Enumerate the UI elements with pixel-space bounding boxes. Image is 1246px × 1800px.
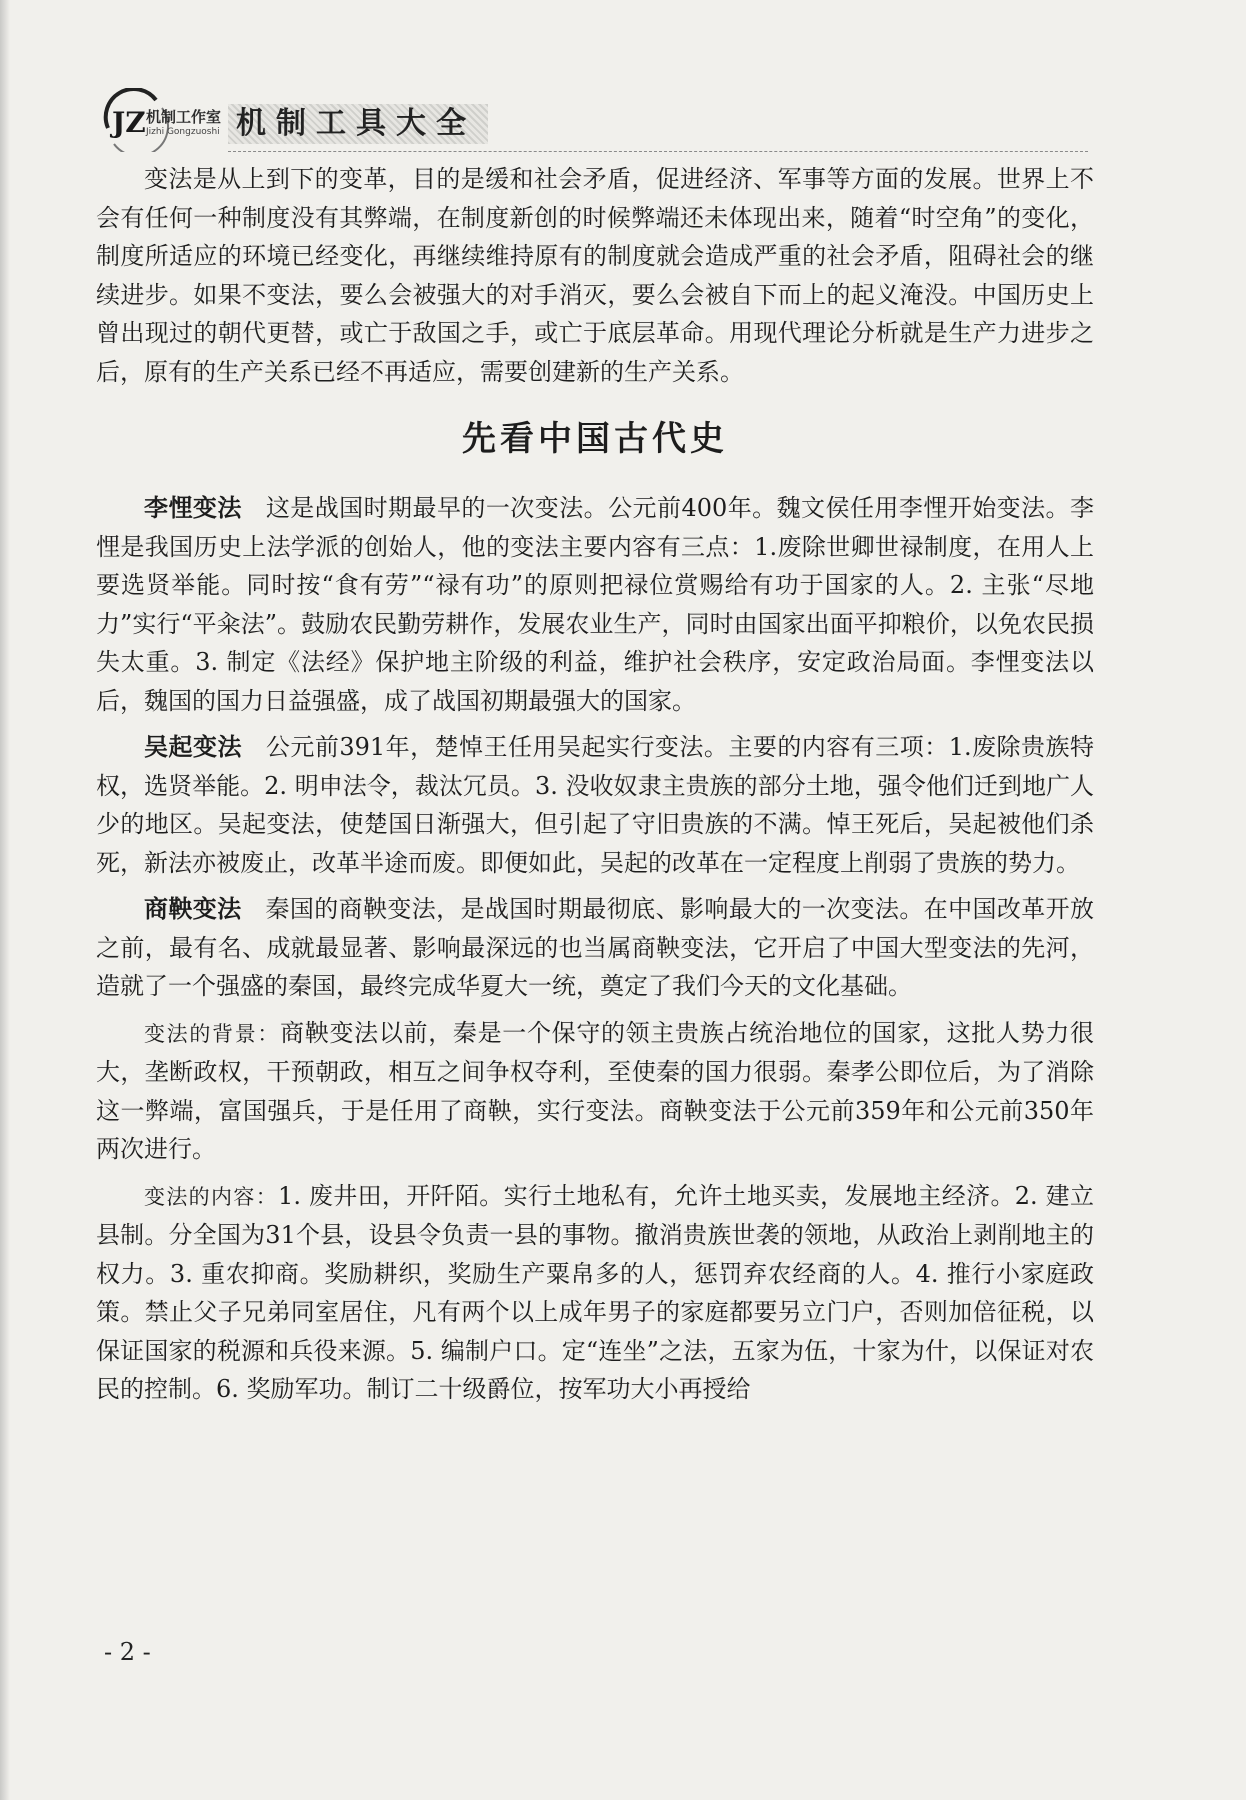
logo-subtitle: Jizhi Gongzuoshi xyxy=(146,127,220,137)
li-kui-text: 这是战国时期最早的一次变法。公元前400年。魏文侯任用李悝开始变法。李悝是我国历史上法学派的创始人，他的变法主要内容有三点：1.废除世卿世禄制度，在用人上要选贤举能。同时按“食有劳”“禄有功”的原则把禄位赏赐给有功于国家的人。2. 主张“尽地力”实行“平籴法”。鼓励农民勤劳耕作，发展农业生产，同时由国家出面平抑粮价，以免农民损失太重。3. 制定《法经》保护地主阶级的利益，维护社会秩序，安定政治局面。李悝变法以后，魏国的国力日益强盛，成了战国初期最强大的国家。 xyxy=(96,494,1095,715)
li-kui-term: 李悝变法 xyxy=(144,494,242,522)
content-label: 变法的内容： xyxy=(144,1184,279,1209)
wu-qi-paragraph xyxy=(96,728,1094,882)
section-heading: 先看中国古代史 xyxy=(462,419,728,459)
shang-yang-text: 秦国的商鞅变法，是战国时期最彻底、影响最大的一次变法。在中国改革开放之前，最有名、成就最显著、影响最深远的也当属商鞅变法，它开启了中国大型变法的先河，造就了一个强盛的秦国，最终完成华夏大一统，奠定了我们今天的文化基础。 xyxy=(96,895,1094,1000)
series-title: 机制工具大全 xyxy=(228,104,488,144)
shang-yang-term: 商鞅变法 xyxy=(144,895,242,923)
logo-mark: JZ xyxy=(112,106,146,139)
background-label: 变法的背景： xyxy=(144,1021,281,1046)
content-text: 1. 废井田，开阡陌。实行土地私有，允许土地买卖，发展地主经济。2. 建立县制。分全国为31个县，设县令负责一县的事物。撤消贵族世袭的领地，从政治上剥削地主的权力。3. 重农抑商。奖励耕织，奖励生产粟帛多的人，惩罚弃农经商的人。4. 推行小家庭政策。禁止父子兄弟同室居住，凡有两个以上成年男子的家庭都要另立门户，否则加倍征税，以保证国家的税源和兵役来源。5. 编制户口。定“连坐”之法，五家为伍，十家为什，以保证对农民的控制。6. 奖励军功。制订二十级爵位，按军功大小再授给 xyxy=(96,1181,1094,1403)
content-paragraph xyxy=(96,1177,1094,1409)
intro-paragraph: 变法是从上到下的变革，目的是缓和社会矛盾，促进经济、军事等方面的发展。世界上不会有任何一种制度没有其弊端，在制度新创的时候弊端还未体现出来，随着“时空角”的变化，制度所适应的环境已经变化，再继续维持原有的制度就会造成严重的社会矛盾，阻碍社会的继续进步。如果不变法，要么会被强大的对手消灭，要么会被自下而上的起义淹没。中国历史上曾出现过的朝代更替，或亡于敌国之手，或亡于底层革命。用现代理论分析就是生产力进步之后，原有的生产关系已经不再适应，需要创建新的生产关系。 xyxy=(96,165,1094,386)
running-header xyxy=(100,88,1100,158)
page-number: - 2 - xyxy=(104,1638,151,1666)
wu-qi-term: 吴起变法 xyxy=(144,733,242,761)
background-text: 商鞅变法以前，秦是一个保守的领主贵族占统治地位的国家，这批人势力很大，垄断政权，干预朝政，相互之间争权夺利，至使秦的国力很弱。秦孝公即位后，为了消除这一弊端，富国强兵，于是任用了商鞅，实行变法。商鞅变法于公元前359年和公元前350年两次进行。 xyxy=(96,1018,1095,1163)
header-rule xyxy=(228,151,1088,152)
background-paragraph xyxy=(96,1014,1094,1169)
page-edge-shadow xyxy=(0,0,10,1800)
wu-qi-text: 公元前391年，楚悼王任用吴起实行变法。主要的内容有三项：1.废除贵族特权，选贤举能。2. 明申法令，裁汰冗员。3. 没收奴隶主贵族的部分土地，强令他们迁到地广人少的地区。吴起变法，使楚国日渐强大，但引起了守旧贵族的不满。悼王死后，吴起被他们杀死，新法亦被废止，改革半途而废。即便如此，吴起的改革在一定程度上削弱了贵族的势力。 xyxy=(96,733,1094,877)
page-body xyxy=(96,160,1094,1409)
li-kui-paragraph xyxy=(96,489,1094,720)
shang-yang-paragraph xyxy=(96,890,1094,1006)
logo-text: 机制工作室 xyxy=(146,108,222,126)
